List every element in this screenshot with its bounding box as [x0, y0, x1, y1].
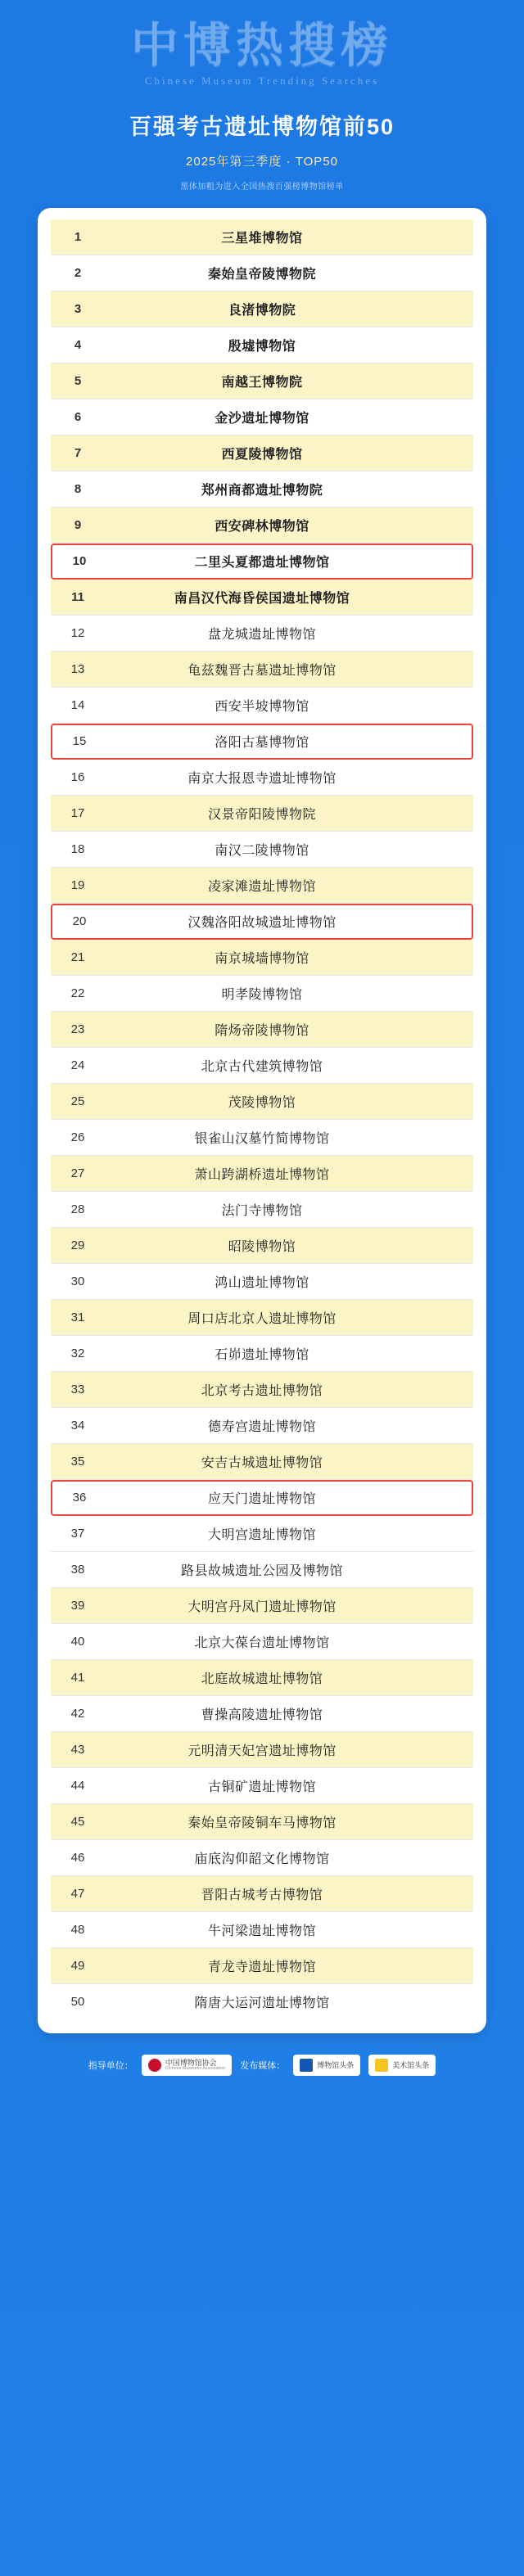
museum-name: 古铜矿遗址博物馆 [207, 1780, 316, 1794]
rank-number: 24 [70, 1058, 85, 1072]
museum-name: 凌家滩遗址博物馆 [207, 879, 316, 894]
table-row [51, 652, 473, 688]
museum-name: 晋阳古城考古博物馆 [201, 1888, 323, 1902]
table-row [51, 1984, 473, 2020]
museum-name: 曹操高陵遗址博物馆 [201, 1708, 323, 1722]
rank-number: 3 [74, 301, 82, 316]
table-row [51, 1192, 473, 1228]
rank-number: 50 [70, 1995, 85, 2010]
table-row [51, 219, 473, 255]
museum-name: 路县故城遗址公园及博物馆 [180, 1563, 343, 1578]
table-row [51, 1876, 473, 1912]
rank-number: 26 [70, 1130, 85, 1144]
museum-name: 北京古代建筑博物馆 [201, 1059, 323, 1074]
rank-number: 21 [70, 950, 85, 964]
museum-name: 汉魏洛阳故城遗址博物馆 [187, 916, 337, 931]
table-row [51, 291, 473, 327]
museum-name: 德寿宫遗址博物馆 [207, 1419, 316, 1434]
table-row [51, 399, 473, 435]
museum-name: 三星堆博物馆 [221, 231, 303, 246]
museum-name: 秦始皇帝陵铜车马博物馆 [187, 1816, 337, 1830]
museum-name: 西安半坡博物馆 [215, 699, 309, 714]
table-row [51, 327, 473, 363]
rank-number: 23 [70, 1022, 85, 1036]
table-row [51, 580, 473, 616]
brand-title: 中博热搜榜 [130, 19, 393, 72]
table-row [51, 1048, 473, 1084]
museum-name: 北京大葆台遗址博物馆 [194, 1635, 330, 1650]
rank-number: 46 [70, 1850, 85, 1865]
table-row [51, 1552, 473, 1588]
museum-name: 隋唐大运河遗址博物馆 [194, 1996, 330, 2011]
table-row [51, 1948, 473, 1984]
table-row [51, 1444, 473, 1480]
rank-number: 1 [74, 229, 82, 244]
museum-name: 元明清天妃宫遗址博物馆 [187, 1744, 337, 1758]
rank-number: 22 [70, 986, 85, 1000]
museum-name: 应天门遗址博物馆 [207, 1492, 316, 1507]
rank-number: 28 [70, 1202, 85, 1216]
table-row [51, 832, 473, 868]
table-row [51, 1660, 473, 1696]
rank-number: 20 [72, 914, 87, 929]
rank-number: 11 [71, 589, 84, 604]
museum-name: 北庭故城遗址博物馆 [201, 1671, 323, 1686]
footer [16, 2055, 508, 2094]
table-row [51, 1228, 473, 1264]
rank-number: 2 [74, 265, 82, 280]
table-row [51, 1480, 473, 1516]
table-row [51, 1300, 473, 1336]
table-row [51, 1336, 473, 1372]
rank-number: 13 [70, 661, 85, 676]
museum-logo-icon [300, 2059, 313, 2072]
rank-number: 35 [70, 1454, 85, 1468]
rank-number: 19 [70, 877, 85, 892]
rank-number: 5 [74, 373, 82, 388]
media-chip-1 [293, 2055, 360, 2076]
guide-org-text: 中国博物馆协会 Chinese Museums Association [165, 2058, 226, 2072]
museum-name: 法门寺博物馆 [221, 1203, 303, 1218]
rank-number: 43 [70, 1742, 85, 1757]
table-row [51, 1084, 473, 1120]
legend-note: 黑体加粗为进入全国热搜百强榜博物馆榜单 [180, 182, 344, 192]
brand-subtitle: Chinese Museum Trending Searches [144, 74, 380, 87]
rank-number: 4 [74, 337, 82, 352]
museum-name: 盘龙城遗址博物馆 [207, 627, 316, 642]
table-row [51, 796, 473, 832]
table-row [51, 1408, 473, 1444]
museum-name: 昭陵博物馆 [228, 1239, 296, 1254]
museum-name: 良渚博物院 [228, 303, 296, 318]
museum-name: 庙底沟仰韶文化博物馆 [194, 1852, 330, 1866]
museum-name: 安吉古城遗址博物馆 [201, 1455, 323, 1470]
museum-name: 秦始皇帝陵博物院 [207, 267, 316, 282]
art-museum-logo-icon [375, 2059, 388, 2072]
museum-name: 南京城墙博物馆 [215, 951, 309, 966]
table-row [51, 868, 473, 904]
table-row [51, 904, 473, 940]
guide-label: 指导单位： [88, 2060, 133, 2071]
rank-number: 44 [70, 1778, 85, 1793]
table-row [51, 688, 473, 724]
museum-name: 银雀山汉墓竹简博物馆 [194, 1131, 330, 1146]
museum-name: 隋炀帝陵博物馆 [215, 1023, 309, 1038]
table-row [51, 1840, 473, 1876]
seal-icon [148, 2059, 161, 2072]
table-row [51, 1696, 473, 1732]
table-row [51, 1156, 473, 1192]
museum-name: 殷墟博物馆 [228, 339, 296, 354]
rank-number: 14 [70, 697, 85, 712]
table-row [51, 1624, 473, 1660]
table-row [51, 616, 473, 652]
masthead [0, 0, 524, 192]
museum-name: 西夏陵博物馆 [221, 447, 303, 462]
table-row [51, 508, 473, 544]
museum-name: 二里头夏都遗址博物馆 [194, 556, 330, 571]
museum-name: 茂陵博物馆 [228, 1095, 296, 1110]
table-row [51, 1804, 473, 1840]
rank-number: 15 [72, 734, 87, 749]
museum-name: 龟兹魏晋古墓遗址博物馆 [187, 663, 337, 678]
museum-name: 南越王博物院 [221, 375, 303, 390]
museum-name: 鸿山遗址博物馆 [215, 1275, 309, 1290]
museum-name: 牛河梁遗址博物馆 [207, 1924, 316, 1938]
table-row [51, 435, 473, 471]
rank-number: 37 [70, 1526, 85, 1541]
table-row [51, 976, 473, 1012]
rank-number: 17 [70, 805, 85, 820]
museum-name: 南昌汉代海昏侯国遗址博物馆 [174, 591, 350, 606]
page-subtitle: 2025年第三季度 · TOP50 [186, 154, 338, 169]
museum-name: 石峁遗址博物馆 [215, 1347, 309, 1362]
rank-number: 27 [70, 1166, 85, 1180]
rank-number: 38 [70, 1562, 85, 1577]
rank-number: 30 [70, 1274, 85, 1288]
museum-name: 北京考古遗址博物馆 [201, 1383, 323, 1398]
rank-number: 41 [70, 1670, 85, 1685]
publish-label: 发布媒体： [240, 2060, 286, 2071]
media-chip-2 [368, 2055, 436, 2076]
table-row [51, 724, 473, 760]
rank-number: 9 [74, 517, 82, 532]
rank-number: 7 [74, 445, 82, 460]
table-row [51, 255, 473, 291]
page-title: 百强考古遗址博物馆前50 [129, 114, 395, 139]
museum-name: 大明宫遗址博物馆 [207, 1527, 316, 1542]
rank-number: 42 [70, 1706, 85, 1721]
table-row [51, 1588, 473, 1624]
table-row [51, 1264, 473, 1300]
table-row [51, 1516, 473, 1552]
rank-number: 10 [72, 554, 87, 569]
table-row [51, 1732, 473, 1768]
rank-number: 39 [70, 1598, 85, 1613]
rank-number: 40 [70, 1634, 85, 1649]
media-2-text: 美术馆头条 [392, 2060, 430, 2069]
rank-number: 32 [70, 1346, 85, 1360]
table-row [51, 1120, 473, 1156]
museum-name: 洛阳古墓博物馆 [215, 736, 309, 751]
rank-number: 6 [74, 409, 82, 424]
museum-name: 西安碑林博物馆 [215, 519, 309, 534]
museum-name: 周口店北京人遗址博物馆 [187, 1311, 337, 1326]
rank-number: 8 [74, 481, 82, 496]
table-row [51, 1372, 473, 1408]
media-1-text: 博物馆头条 [317, 2060, 355, 2069]
museum-name: 金沙遗址博物馆 [215, 411, 309, 426]
rank-number: 45 [70, 1814, 85, 1829]
ranking-list [38, 208, 486, 2033]
rank-number: 18 [70, 841, 85, 856]
table-row [51, 1768, 473, 1804]
museum-name: 萧山跨湖桥遗址博物馆 [194, 1167, 330, 1182]
rank-number: 47 [70, 1886, 85, 1901]
table-row [51, 1912, 473, 1948]
table-row [51, 940, 473, 976]
rank-number: 31 [70, 1310, 85, 1324]
table-row [51, 363, 473, 399]
rank-number: 49 [70, 1958, 85, 1973]
rank-number: 48 [70, 1922, 85, 1937]
museum-name: 大明宫丹凤门遗址博物馆 [187, 1599, 337, 1614]
museum-name: 汉景帝阳陵博物院 [207, 807, 316, 822]
rank-number: 36 [72, 1491, 87, 1505]
table-row [51, 1012, 473, 1048]
table-row [51, 760, 473, 796]
rank-number: 33 [70, 1382, 85, 1396]
rank-number: 16 [70, 769, 85, 784]
museum-name: 南京大报恩寺遗址博物馆 [187, 771, 337, 786]
rank-number: 25 [70, 1094, 85, 1108]
museum-name: 明孝陵博物馆 [221, 987, 303, 1002]
rank-number: 29 [70, 1238, 85, 1252]
table-row [51, 471, 473, 508]
museum-name: 南汉二陵博物馆 [215, 843, 309, 858]
museum-name: 青龙寺遗址博物馆 [207, 1960, 316, 1974]
table-row [51, 544, 473, 580]
rank-number: 34 [70, 1418, 85, 1432]
museum-name: 郑州商都遗址博物院 [201, 483, 323, 498]
guide-org-chip [142, 2055, 233, 2076]
rank-number: 12 [70, 625, 85, 640]
